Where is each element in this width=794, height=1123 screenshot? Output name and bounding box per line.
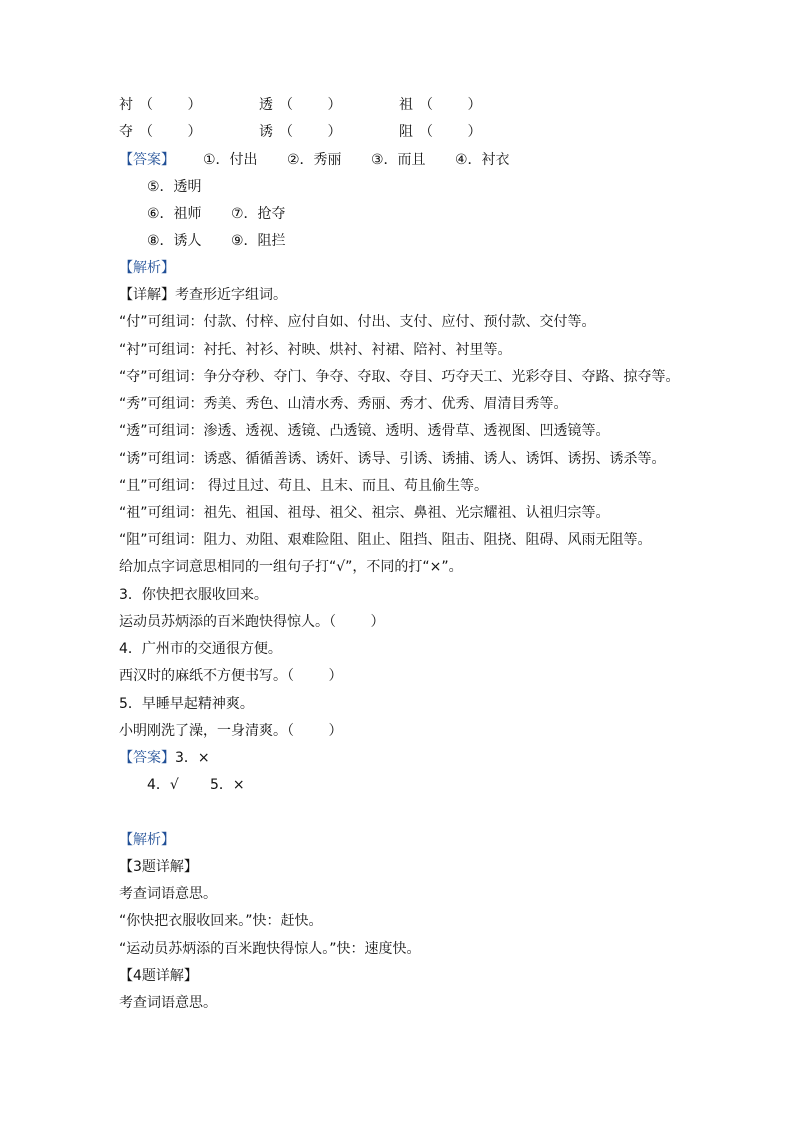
word-group-line: “透”可组词：渗透、透视、透镜、凸透镜、透明、透骨草、透视图、凹透镜等。 bbox=[119, 423, 610, 439]
word-group-line: “祖”可组词：祖先、祖国、祖母、祖父、祖宗、鼻祖、光宗耀祖、认祖归宗等。 bbox=[119, 505, 610, 521]
detail-label: 【3题详解】 bbox=[119, 859, 198, 875]
question-compare[interactable]: 西汉时的麻纸不方便书写。（ ） bbox=[119, 668, 343, 684]
detail-line bbox=[119, 285, 287, 305]
answer-blank[interactable]: （ ） bbox=[279, 124, 342, 140]
word-group-line: “诱”可组词：诱惑、循循善诱、诱奸、诱导、引诱、诱捕、诱人、诱饵、诱拐、诱杀等。 bbox=[119, 451, 666, 467]
fill-char: 夺 bbox=[119, 124, 133, 140]
fill-char: 透 bbox=[259, 97, 273, 113]
analysis-line: “你快把衣服收回来。”快：赶快。 bbox=[119, 913, 323, 929]
answer-item: 3．× bbox=[175, 750, 210, 766]
analysis-line: “运动员苏炳添的百米跑快得惊人。”快：速度快。 bbox=[119, 941, 421, 957]
answer-item: ⑥．祖师 bbox=[147, 206, 202, 222]
answer-item: ⑧．诱人 bbox=[147, 233, 202, 249]
question-stem: 5．早睡早起精神爽。 bbox=[119, 696, 254, 712]
question-instruction: 给加点字词意思相同的一组句子打“√”，不同的打“×”。 bbox=[119, 559, 463, 575]
answer-item: ②．秀丽 bbox=[287, 152, 342, 168]
fill-char: 祖 bbox=[399, 97, 413, 113]
question-stem: 3．你快把衣服收回来。 bbox=[119, 587, 268, 603]
answer-item: ③．而且 bbox=[371, 152, 426, 168]
detail-label: 【4题详解】 bbox=[119, 968, 198, 984]
fill-char: 衬 bbox=[119, 97, 133, 113]
answer-item: ⑨．阻拦 bbox=[231, 233, 286, 249]
analysis-label: 【解析】 bbox=[119, 832, 175, 848]
answer-blank[interactable]: （ ） bbox=[279, 97, 342, 113]
word-group-line: “夺”可组词：争分夺秒、夺门、争夺、夺取、夺目、巧夺天工、光彩夺目、夺路、掠夺等。 bbox=[119, 369, 680, 385]
detail-text: 考查形近字组词。 bbox=[175, 287, 287, 303]
fill-char: 阻 bbox=[399, 124, 413, 140]
question-stem: 4．广州市的交通很方便。 bbox=[119, 641, 282, 657]
word-group-line: “付”可组词：付款、付梓、应付自如、付出、支付、应付、预付款、交付等。 bbox=[119, 314, 596, 330]
answer-item: 4．√ bbox=[147, 777, 179, 793]
question-compare[interactable]: 运动员苏炳添的百米跑快得惊人。（ ） bbox=[119, 614, 385, 630]
answer-label: 【答案】 bbox=[119, 750, 175, 766]
answer-item: ⑤．透明 bbox=[147, 179, 202, 195]
answer-item: 5．× bbox=[210, 777, 245, 793]
answer-blank[interactable]: （ ） bbox=[419, 97, 482, 113]
word-group-line: “衬”可组词：衬托、衬衫、衬映、烘衬、衬裙、陪衬、衬里等。 bbox=[119, 342, 512, 358]
analysis-line: 考查词语意思。 bbox=[119, 995, 217, 1011]
answer-item: ①．付出 bbox=[203, 152, 258, 168]
answer-label: 【答案】 bbox=[119, 152, 175, 168]
detail-label: 【详解】 bbox=[119, 287, 175, 303]
answer-item: ⑦．抢夺 bbox=[231, 206, 286, 222]
word-group-line: “阻”可组词：阻力、劝阻、艰难险阻、阻止、阻挡、阻击、阻挠、阻碍、风雨无阻等。 bbox=[119, 532, 652, 548]
word-group-line: “且”可组词： 得过且过、苟且、且末、而且、苟且偷生等。 bbox=[119, 478, 488, 494]
fill-char: 诱 bbox=[259, 124, 273, 140]
question-compare[interactable]: 小明刚洗了澡，一身清爽。（ ） bbox=[119, 723, 343, 739]
word-group-line: “秀”可组词：秀美、秀色、山清水秀、秀丽、秀才、优秀、眉清目秀等。 bbox=[119, 396, 568, 412]
answer-item: ④．衬衣 bbox=[455, 152, 510, 168]
analysis-label: 【解析】 bbox=[119, 260, 175, 276]
answer-blank[interactable]: （ ） bbox=[139, 124, 202, 140]
answer-blank[interactable]: （ ） bbox=[419, 124, 482, 140]
analysis-line: 考查词语意思。 bbox=[119, 886, 217, 902]
answer-blank[interactable]: （ ） bbox=[139, 97, 202, 113]
